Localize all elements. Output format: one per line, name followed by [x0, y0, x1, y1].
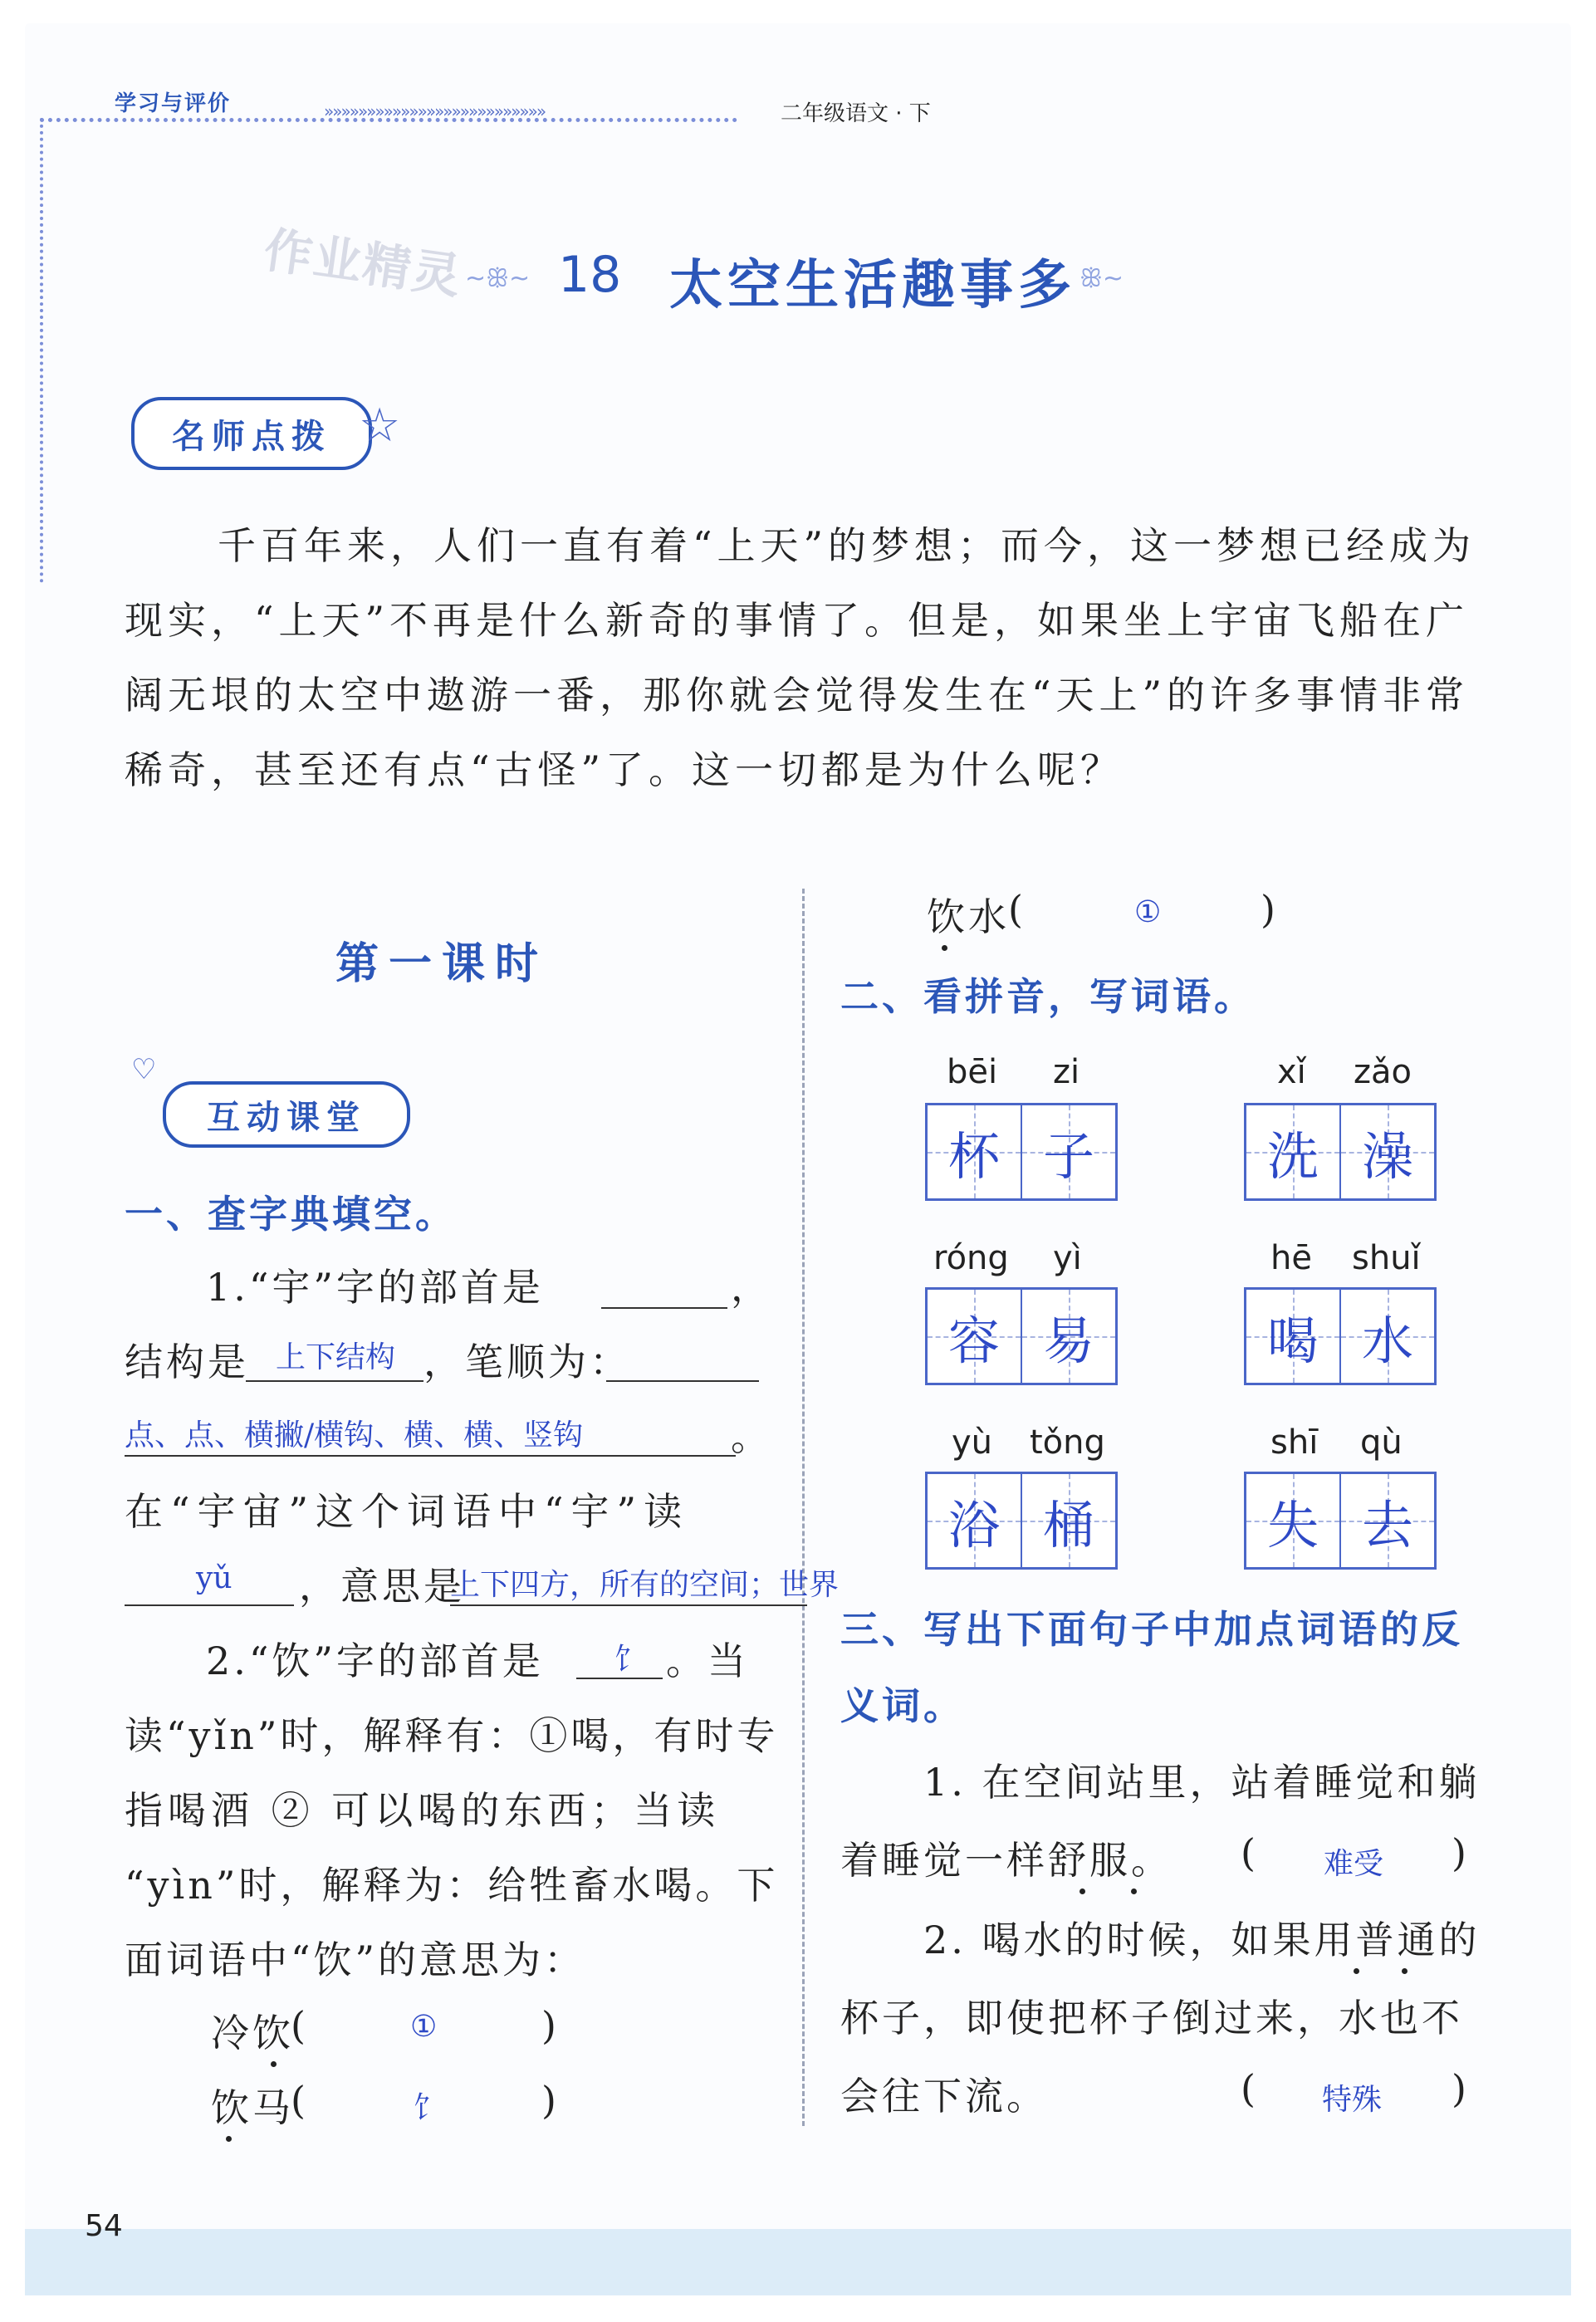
s3-q1-line2: 着睡觉一样舒服。 [840, 1838, 1173, 1883]
emphasis-dot [1080, 1888, 1085, 1894]
paren-close: ) [1452, 2066, 1470, 2111]
item-word: 饮水 [927, 894, 1010, 939]
q1-period: 。 [731, 1414, 772, 1459]
pinyin: qù [1360, 1423, 1403, 1462]
emphasis-dot [1131, 1888, 1137, 1894]
pinyin: zi [1053, 1053, 1080, 1091]
q1-line1: 1.“宇”字的部首是 [206, 1265, 544, 1310]
paren-close: ) [541, 2078, 560, 2123]
class-badge: 互动课堂 [163, 1081, 410, 1148]
q2-line3: 指喝酒 ② 可以喝的东西；当读 [125, 1788, 721, 1833]
paren-close: ) [1452, 1830, 1470, 1875]
leaf-right-icon: ꕥ~ [1080, 264, 1124, 293]
item-answer: 饣 [414, 2091, 444, 2125]
pinyin: yì [1053, 1239, 1082, 1277]
q2-line4: “yìn”时，解释为：给牲畜水喝。下 [125, 1863, 779, 1908]
grid-cell: 洗 [1246, 1105, 1339, 1198]
s3-q2-line3: 会往下流。 [840, 2074, 1048, 2119]
q1-order-label: ，笔顺为： [423, 1340, 631, 1384]
header-arrows: »»»»»»»»»»»»»»»»»»»»»»»»»» [324, 101, 546, 121]
grid-cell: 失 [1246, 1474, 1339, 1567]
word-grid [925, 1472, 1118, 1570]
section2-title: 二、看拼音，写词语。 [840, 974, 1256, 1019]
q1-order-blank-2 [125, 1455, 736, 1457]
grid-cell: 去 [1339, 1474, 1434, 1567]
item-answer: ① [410, 2010, 438, 2044]
page-title: 太空生活趣事多 [669, 255, 1076, 316]
intro-paragraph: 千百年来，人们一直有着“上天”的梦想；而今，这一梦想已经成为现实，“上天”不再是什么新奇的事情了。但是，如果坐上宇宙飞船在广阔无垠的太空中遨游一番，那你就会觉得发生在“天上”的许多事情非常稀奇，甚至还有点“古怪”了。这一切都是为什么呢？ [125, 523, 1476, 792]
watermark: 作业精灵 [260, 221, 466, 306]
emphasis-dot [1402, 1968, 1408, 1974]
q1-meaning-label: ，意思是 [299, 1564, 465, 1609]
q1-meaning-answer: 上下四方，所有的空间；世界 [450, 1568, 840, 1602]
book-title: 学习与评价 [115, 91, 232, 116]
lesson-heading: 第一课时 [335, 939, 549, 989]
grid-cell: 杯 [928, 1105, 1021, 1198]
q2-radical-blank [576, 1678, 663, 1679]
pinyin: zǎo [1354, 1053, 1412, 1091]
q2-line1b: 。当 [666, 1639, 749, 1683]
q1-comma: ， [731, 1265, 772, 1310]
s3-q2-line2: 杯子，即使把杯子倒过来，水也不 [840, 1996, 1463, 2040]
paren-open: ( [1241, 2066, 1259, 2111]
q2-line5: 面词语中“饮”的意思为： [125, 1937, 586, 1982]
paren-close: ) [1261, 887, 1279, 932]
q1-line4: 在“宇宙”这个词语中“宇”读 [125, 1489, 690, 1534]
grid-cell: 浴 [928, 1474, 1021, 1567]
emphasis-dot [226, 2136, 232, 2142]
section1-title: 一、查字典填空。 [125, 1192, 457, 1237]
q1-struct-answer: 上下结构 [276, 1340, 396, 1374]
subject-label: 二年级语文 · 下 [781, 101, 931, 126]
grid-cell: 水 [1339, 1290, 1434, 1383]
emphasis-dot [942, 945, 947, 951]
pinyin: xǐ [1277, 1053, 1306, 1091]
tip-badge: 名师点拨 [131, 397, 372, 470]
grid-cell: 容 [928, 1290, 1021, 1383]
pinyin: róng [933, 1239, 1009, 1277]
word-grid [1244, 1472, 1437, 1570]
paren-open: ( [291, 2003, 309, 2048]
word-grid [925, 1103, 1118, 1201]
paren-open: ( [291, 2078, 309, 2123]
lesson-number: 18 [558, 246, 622, 304]
grid-cell: 桶 [1021, 1474, 1115, 1567]
section3-title-cont: 义词。 [840, 1683, 965, 1728]
pinyin: bēi [947, 1053, 998, 1091]
q2-radical-answer: 饣 [614, 1643, 645, 1677]
q1-meaning-blank [450, 1604, 807, 1606]
pinyin: yù [952, 1423, 993, 1462]
pinyin: hē [1270, 1239, 1312, 1277]
s3-q1-answer: 难受 [1324, 1847, 1384, 1881]
s3-q2-line1: 2. 喝水的时候，如果用普通的 [923, 1918, 1481, 1962]
q1-struct-label: 结构是 [125, 1340, 249, 1384]
item-word: 冷饮 [211, 2011, 294, 2055]
footer-band [25, 2229, 1571, 2295]
grid-cell: 喝 [1246, 1290, 1339, 1383]
item-word: 饮马 [211, 2085, 294, 2130]
leaf-left-icon: ~ꕥ~ [465, 264, 531, 293]
s3-q2-answer: 特殊 [1322, 2083, 1383, 2117]
q1-order-blank-1 [606, 1380, 759, 1382]
s3-q1-line1: 1. 在空间站里，站着睡觉和躺 [923, 1760, 1481, 1805]
q1-read-answer: yǔ [196, 1561, 233, 1595]
paren-close: ) [541, 2003, 560, 2048]
grid-cell: 易 [1021, 1290, 1115, 1383]
section3-title: 三、写出下面句子中加点词语的反 [840, 1607, 1463, 1652]
column-divider [802, 889, 805, 2126]
star-icon: ☆ [359, 399, 401, 453]
emphasis-dot [1354, 1968, 1359, 1974]
word-grid [1244, 1103, 1437, 1201]
paren-open: ( [1241, 1830, 1259, 1875]
item-answer: ① [1134, 895, 1162, 929]
q2-line2: 读“yǐn”时，解释有：①喝，有时专 [125, 1713, 779, 1758]
paren-open: ( [1008, 887, 1026, 932]
q1-struct-blank [246, 1380, 423, 1382]
q1-read-blank [125, 1604, 294, 1606]
q1-order-answer: 点、点、横撇/横钩、横、横、竖钩 [125, 1418, 584, 1452]
heart-icon: ♡ [131, 1053, 157, 1086]
pinyin: shī [1270, 1423, 1319, 1462]
grid-cell: 子 [1021, 1105, 1115, 1198]
left-dotted-border [40, 118, 43, 583]
word-grid [1244, 1287, 1437, 1385]
emphasis-dot [271, 2061, 277, 2067]
q2-line1a: 2.“饮”字的部首是 [206, 1639, 544, 1683]
grid-cell: 澡 [1339, 1105, 1434, 1198]
word-grid [925, 1287, 1118, 1385]
pinyin: tǒng [1030, 1423, 1105, 1462]
q1-radical-blank [601, 1307, 727, 1309]
page-number: 54 [85, 2209, 123, 2243]
pinyin: shuǐ [1352, 1239, 1421, 1277]
